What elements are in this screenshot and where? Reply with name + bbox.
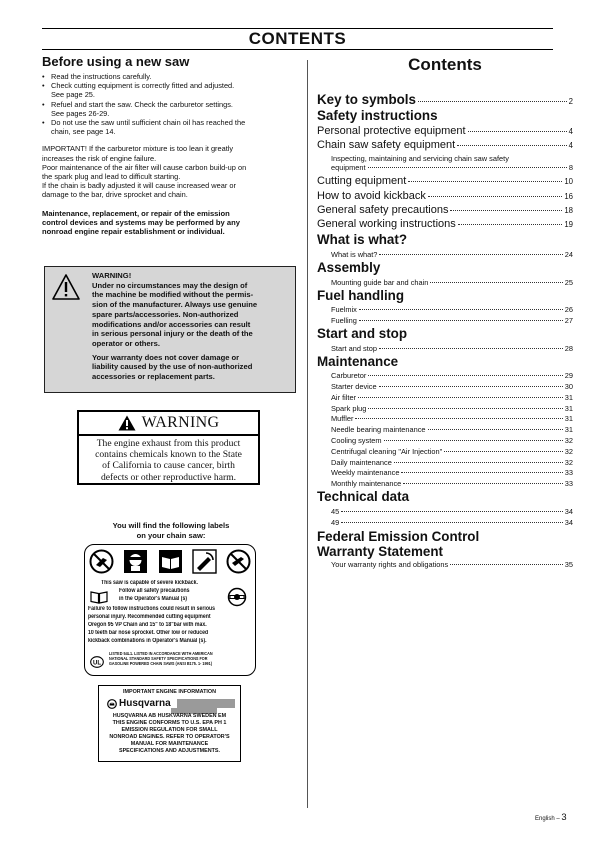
brand-name: Husqvarna [119,698,171,709]
toc-entry[interactable]: 45 34 [331,507,573,516]
warranty-warning: Your warranty does not cover damage or liability caused by the use of non-authorized accessories or replacement parts. [92,352,253,382]
toc-entry[interactable]: Your warranty rights and obligations 35 [331,560,573,569]
page-number: 3 [561,811,567,822]
important-paragraph: IMPORTANT! If the carburetor mixture is too lean it greatly increases the risk of engine failure. Poor maintenance of the air filter will cause carbon build-up on the spark plug and lead to difficult starting. If the chain is badly adjusted it will cause increased wear or damage to the bar, drive sprocket and chain. [42,144,247,200]
toc-section-safety[interactable]: Safety instructions [317,108,438,123]
toc-section-fuel-handling[interactable]: Fuel handling [317,288,405,303]
toc-entry[interactable]: Fuelmix 26 [331,305,573,314]
ul-listed-icon [90,656,104,668]
toc-entry[interactable]: Centrifugal cleaning "Air Injection" 32 [331,447,573,456]
before-using-list [42,72,298,136]
warning-triangle-icon [118,415,136,431]
engine-label-line: MANUAL FOR MAINTENANCE [130,741,209,747]
svg-text:UL: UL [93,660,101,667]
toc-title: Contents [408,55,482,74]
toc-entry[interactable]: Starter device 30 [331,382,573,391]
toc-section-federal-emission[interactable]: Federal Emission Control Warranty Statement [317,529,480,559]
list-item: • Check cutting equipment is correctly fitted and adjusted. See page 25. [42,81,298,99]
label-line: Failure to follow instructions could result in serious [88,606,216,612]
toc-entry[interactable]: How to avoid kickback 16 [317,190,573,202]
toc-entry[interactable]: Chain saw safety equipment 4 [317,139,573,151]
husqvarna-crown-icon [107,699,117,709]
no-one-hand-icon [89,549,114,574]
toc-entry[interactable]: General working instructions 19 [317,218,573,230]
california-warning-box [77,410,260,485]
warning-triangle-icon [51,273,81,301]
toc-entry[interactable]: Cutting equipment 10 [317,175,573,187]
toc-entry[interactable]: General safety precautions 18 [317,204,573,216]
left-column [42,54,298,237]
engine-label-line: EMISSION REGULATION FOR SMALL [121,727,218,733]
redacted-bar [177,699,235,708]
toc-entry[interactable]: Weekly maintenance 33 [331,468,573,477]
toc-entry[interactable]: 49 34 [331,518,573,527]
label-line: kickback combinations in Operator's Manual (s). [88,638,207,644]
california-warning-text: The engine exhaust from this product contains chemicals known to the State of California to cause cancer, birth defects or other reproductive harm. [95,438,242,483]
list-item: • Read the instructions carefully. [42,72,298,81]
toc-entry[interactable]: Cooling system 32 [331,436,573,445]
toc-entry[interactable]: Inspecting, maintaining and servicing chain saw safety equipment 8 [331,154,573,172]
toc-entry[interactable]: Carburetor 29 [331,371,573,380]
engine-information-label [98,685,241,762]
page-footer: English – 3 [535,811,567,822]
toc-entry[interactable]: Mounting guide bar and chain 25 [331,278,573,287]
chain-sprocket-icon [226,587,248,607]
toc-section-assembly[interactable]: Assembly [317,260,381,275]
modification-warning-box: WARNING! Under no circumstances may the design of the machine be modified without the permis- sion of the manufacturer. Always use genuine spare parts/accessories. Non-authorized modifications and/or accessories can result in serious personal injury or the death of the operator or others. Your warranty does not cover damage or liability caused by the use of non-authorized accessories or replacement parts. [44,266,296,393]
column-divider [307,60,308,808]
label-line: This saw is capable of severe kickback. [101,580,198,586]
engine-label-title: IMPORTANT ENGINE INFORMATION [123,689,216,695]
read-manual-icon [158,549,183,574]
label-line: Follow all safety precautions [119,588,190,594]
toc-section-start-stop[interactable]: Start and stop [317,326,408,341]
california-warning-title: WARNING [141,414,220,431]
labels-intro: You will find the following labels on your chain saw: [112,521,230,540]
toc-entry[interactable]: Monthly maintenance 33 [331,479,573,488]
toc-entry[interactable]: Fuelling 27 [331,316,573,325]
list-item: • Do not use the saw until sufficient chain oil has reached the chain, see page 14. [42,118,298,136]
toc-entry[interactable]: What is what? 24 [331,250,573,259]
ear-eye-protection-icon [123,549,148,574]
list-item: • Refuel and start the saw. Check the carburetor settings. See pages 26-29. [42,100,298,118]
engine-label-line: THIS ENGINE CONFORMS TO U.S. EPA PH 1 [112,720,227,726]
warning-title: WARNING! [92,271,132,280]
toc-section-technical-data[interactable]: Technical data [317,489,410,504]
husqvarna-logo [107,698,171,709]
header-bottom-rule [42,49,553,50]
toc-entry[interactable]: Muffler 31 [331,414,573,423]
toc-section-maintenance[interactable]: Maintenance [317,354,399,369]
page-title: CONTENTS [248,29,347,48]
engine-label-line: NONROAD ENGINES. REFER TO OPERATOR'S [109,734,230,740]
toc-entry[interactable]: Daily maintenance 32 [331,458,573,467]
label-line: 10 teeth bar nose sprocket. Other low or reduced [88,630,209,636]
toc-entry-key-to-symbols[interactable]: Key to symbols 2 [317,92,573,107]
toc-entry[interactable]: Start and stop 28 [331,344,573,353]
no-nose-contact-icon [226,549,251,574]
ul-listing-line: GASOLINE POWERED CHAIN SAWS (ANSI B175. 1- 1991) [109,661,213,666]
label-line: Oregon 95 VP Chain and 15" to 18"bar with max. [88,622,207,628]
kickback-icon [192,549,217,574]
engine-label-line: HUSQVARNA AB HUSKVARNA SWEDEN EM [112,713,227,719]
before-using-heading: Before using a new saw [42,54,190,69]
label-line: personal injury. Recommended cutting equipment [88,614,211,620]
ul-listing-line: LISTED 54L1. LISTED IN ACCORDANCE WITH AMERICAN [109,651,213,656]
kickback-safety-label [84,544,256,676]
ul-listing-line: NATIONAL STANDARD SAFETY SPECIFICATIONS FOR [109,656,208,661]
toc-entry[interactable]: Air filter 31 [331,393,573,402]
manual-book-icon [90,590,108,604]
toc-entry[interactable]: Personal protective equipment 4 [317,125,573,137]
label-line: in the Operator's Manual (s) [119,596,188,602]
toc-entry[interactable]: Spark plug 31 [331,404,573,413]
toc-section-what-is-what[interactable]: What is what? [317,232,408,247]
engine-label-line: SPECIFICATIONS AND ADJUSTMENTS. [118,748,221,754]
emission-notice: Maintenance, replacement, or repair of the emission control devices and systems may be performed by any nonroad engine repair establishment or individual. [42,208,240,237]
toc-entry[interactable]: Needle bearing maintenance 31 [331,425,573,434]
